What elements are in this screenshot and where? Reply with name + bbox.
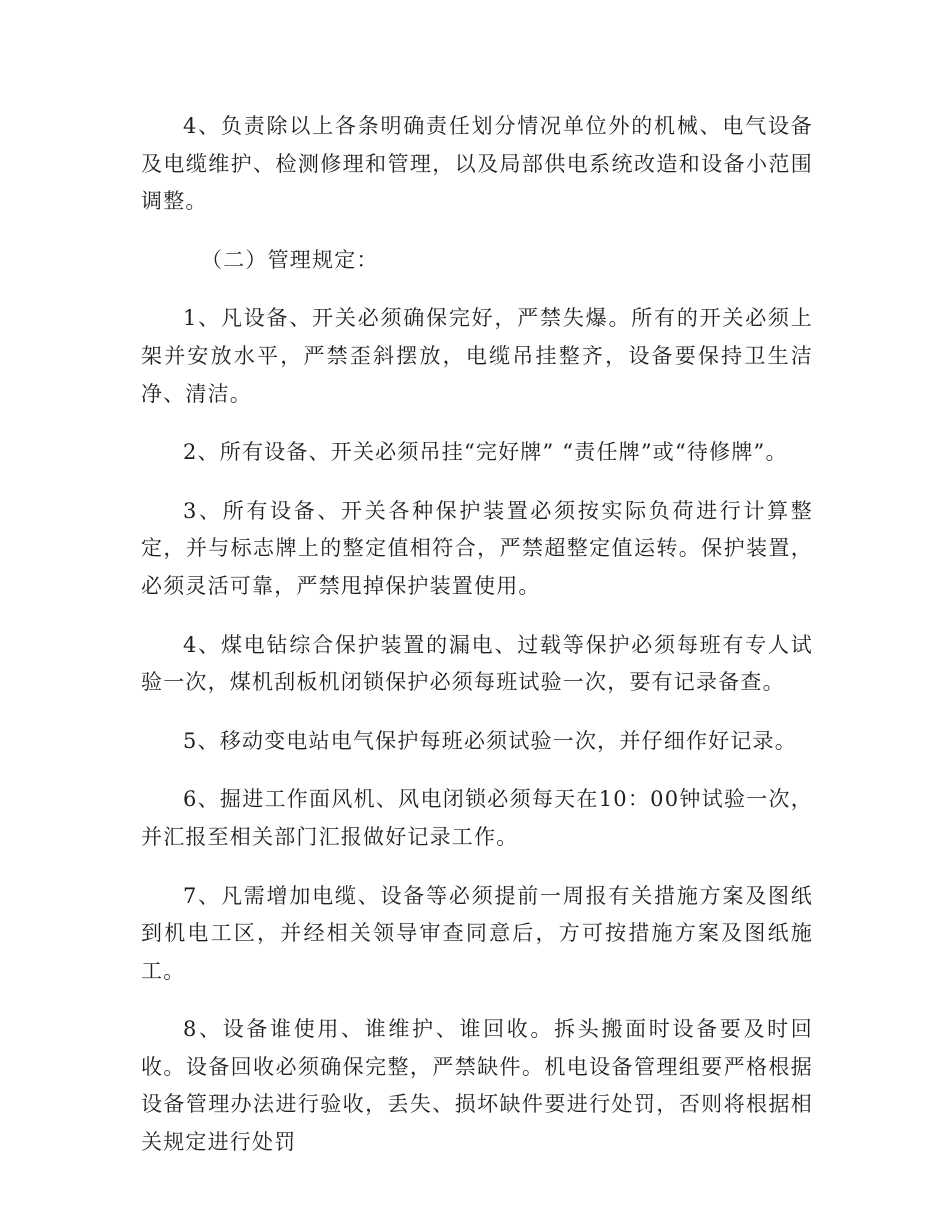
paragraph-rule-6: 6、掘进工作面风机、风电闭锁必须每天在10：00钟试验一次，并汇报至相关部门汇报做好记录工作。 [141, 787, 813, 849]
paragraph-rule-2: 2、所有设备、开关必须吊挂“完好牌” “责任牌”或“待修牌”。 [183, 440, 788, 465]
paragraph-rule-4: 4、煤电钻综合保护装置的漏电、过载等保护必须每班有专人试验一次，煤机刮板机闭锁保护必须每班试验一次，要有记录备查。 [141, 632, 813, 695]
document-body [141, 108, 813, 1183]
paragraph-rule-1: 1、凡设备、开关必须确保完好，严禁失爆。所有的开关必须上架并安放水平，严禁歪斜摆放，电缆吊挂整齐，设备要保持卫生洁净、清洁。 [141, 306, 813, 406]
section-heading-management-rules: （二）管理规定： [201, 247, 379, 272]
paragraph-rule-7: 7、凡需增加电缆、设备等必须提前一周报有关措施方案及图纸到机电工区，并经相关领导审查同意后，方可按措施方案及图纸施工。 [141, 883, 813, 983]
paragraph-responsibility-4: 4、负责除以上各条明确责任划分情况单位外的机械、电气设备及电缆维护、检测修理和管理，以及局部供电系统改造和设备小范围调整。 [141, 114, 813, 214]
paragraph-rule-5: 5、移动变电站电气保护每班必须试验一次，并仔细作好记录。 [183, 728, 797, 753]
paragraph-rule-8: 8、设备谁使用、谁维护、谁回收。拆头搬面时设备要及时回收。设备回收必须确保完整，严禁缺件。机电设备管理组要严格根据设备管理办法进行验收，丢失、损坏缺件要进行处罚，否则将根据相关规定进行处罚 [141, 1017, 813, 1155]
paragraph-rule-3: 3、所有设备、开关各种保护装置必须按实际负荷进行计算整定，并与标志牌上的整定值相符合，严禁超整定值运转。保护装置，必须灵活可靠，严禁甩掉保护装置使用。 [141, 498, 813, 598]
